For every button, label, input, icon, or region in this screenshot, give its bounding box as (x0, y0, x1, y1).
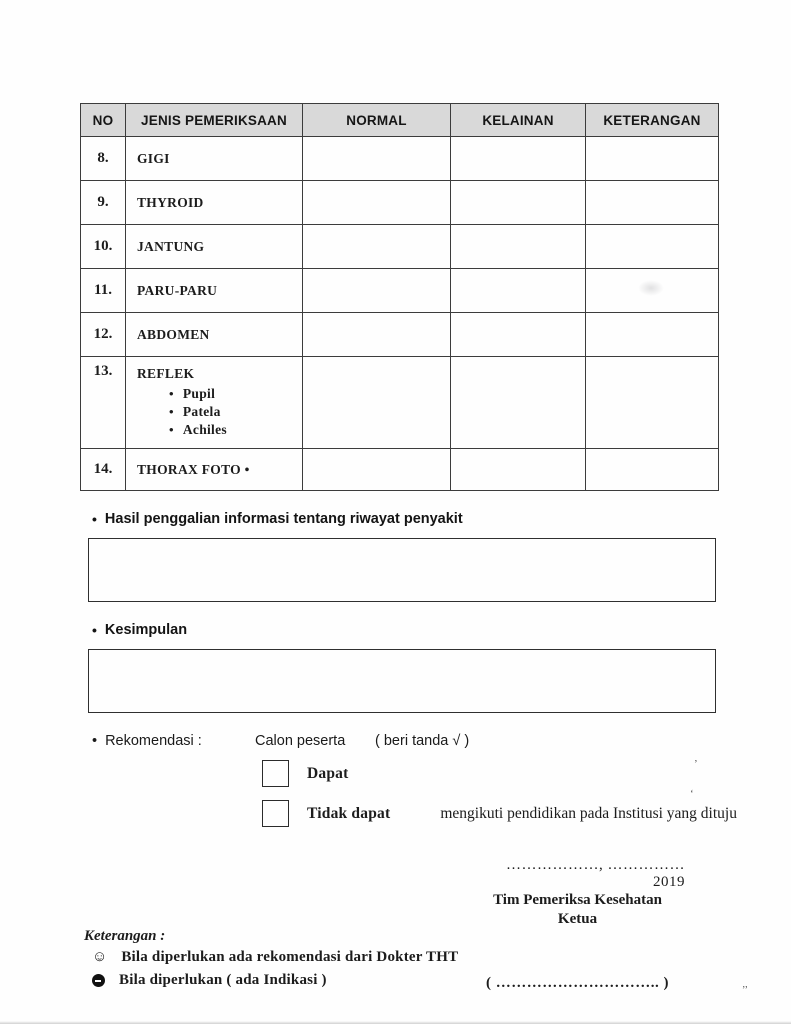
kelainan-cell[interactable] (451, 357, 586, 449)
reflek-sub-label: Achiles (182, 422, 227, 437)
table-row (81, 181, 719, 225)
exam-name-reflek (126, 357, 303, 449)
normal-cell[interactable] (303, 449, 451, 491)
date-line: ………………, …………… 2019 (506, 857, 685, 890)
kelainan-cell[interactable] (451, 449, 586, 491)
header-jenis-pemeriksaan: JENIS PEMERIKSAAN (126, 104, 303, 137)
kesimpulan-answer-box[interactable] (88, 649, 716, 713)
kelainan-cell[interactable] (451, 269, 586, 313)
header-normal: NORMAL (303, 104, 451, 137)
row-number: 10. (81, 225, 126, 269)
kesimpulan-heading (92, 622, 187, 638)
bullet-icon: • (92, 511, 97, 527)
committee-role: Ketua (557, 911, 598, 927)
table-row (81, 137, 719, 181)
list-item (137, 421, 302, 439)
header-no: NO (81, 104, 126, 137)
reflek-sub-label: Patela (182, 404, 221, 419)
normal-cell[interactable] (303, 181, 451, 225)
row-number: 13. (81, 357, 126, 449)
keterangan-cell[interactable] (586, 225, 719, 269)
exam-name: PARU-PARU (126, 269, 303, 313)
keterangan-cell[interactable] (586, 181, 719, 225)
normal-cell[interactable] (303, 225, 451, 269)
keterangan-cell[interactable] (586, 449, 719, 491)
dapat-label: Dapat (307, 764, 349, 782)
keterangan-cell[interactable] (586, 357, 719, 449)
rekomendasi-subject: Calon peserta (255, 733, 346, 749)
normal-cell[interactable] (303, 269, 451, 313)
bullet-icon: • (169, 422, 174, 437)
keterangan-title: Keterangan : (84, 928, 166, 944)
normal-cell[interactable] (303, 357, 451, 449)
exam-name: JANTUNG (126, 225, 303, 269)
option-row-dapat (262, 760, 348, 787)
row-number: 11. (81, 269, 126, 313)
filled-circle-icon (92, 974, 105, 987)
footnote-text: Bila diperlukan ( ada Indikasi ) (119, 972, 327, 988)
keterangan-cell[interactable] (586, 313, 719, 357)
footnote-item (92, 949, 458, 966)
footnote-item (92, 972, 327, 989)
row-number: 12. (81, 313, 126, 357)
reflek-sub-label: Pupil (182, 386, 216, 401)
rekomendasi-label: Rekomendasi : (105, 733, 202, 749)
table-row (81, 225, 719, 269)
row-number: 8. (81, 137, 126, 181)
rekomendasi-instruction: ( beri tanda √ ) (375, 733, 470, 749)
row-number: 9. (81, 181, 126, 225)
header-kelainan: KELAINAN (451, 104, 586, 137)
header-keterangan: KETERANGAN (586, 104, 719, 137)
rekomendasi-suffix: mengikuti pendidikan pada Institusi yang dituju (440, 804, 737, 822)
row-number: 14. (81, 449, 126, 491)
normal-cell[interactable] (303, 313, 451, 357)
dapat-checkbox[interactable] (262, 760, 289, 787)
footnote-text: Bila diperlukan ada rekomendasi dari Dokter THT (121, 949, 459, 965)
rekomendasi-line (92, 733, 470, 749)
reflek-label: REFLEK (137, 366, 195, 381)
table-header-row (81, 104, 719, 137)
scan-smudge (638, 280, 664, 296)
scan-artifact: ‘ (690, 788, 694, 800)
table-row (81, 357, 719, 449)
riwayat-heading (92, 511, 463, 527)
committee-title: Tim Pemeriksa Kesehatan (493, 892, 662, 908)
riwayat-answer-box[interactable] (88, 538, 716, 602)
examination-table (80, 103, 719, 491)
kelainan-cell[interactable] (451, 181, 586, 225)
table-row (81, 449, 719, 491)
kesimpulan-label: Kesimpulan (104, 622, 188, 638)
kelainan-cell[interactable] (451, 313, 586, 357)
reflek-sublist (137, 385, 302, 439)
tidak-dapat-checkbox[interactable] (262, 800, 289, 827)
smiley-face-icon: ☺ (92, 949, 108, 965)
riwayat-label: Hasil penggalian informasi tentang riwayat penyakit (104, 511, 463, 527)
normal-cell[interactable] (303, 137, 451, 181)
keterangan-cell[interactable] (586, 137, 719, 181)
table-row (81, 269, 719, 313)
exam-name: GIGI (126, 137, 303, 181)
bullet-icon: • (169, 386, 174, 401)
exam-name: THYROID (126, 181, 303, 225)
exam-name: ABDOMEN (126, 313, 303, 357)
list-item (137, 403, 302, 421)
exam-name: THORAX FOTO • (126, 449, 303, 491)
bullet-icon: • (92, 733, 98, 749)
bullet-icon: • (169, 404, 174, 419)
option-row-tidak-dapat (262, 800, 737, 827)
list-item (137, 385, 302, 403)
signature-name-line: ( ………………………….. ) (486, 975, 669, 991)
table-row (81, 313, 719, 357)
scan-artifact: ’’ (742, 985, 748, 996)
bullet-icon: • (92, 622, 97, 638)
kelainan-cell[interactable] (451, 137, 586, 181)
scan-artifact: ’ (694, 758, 698, 770)
tidak-dapat-label: Tidak dapat (307, 804, 391, 822)
kelainan-cell[interactable] (451, 225, 586, 269)
